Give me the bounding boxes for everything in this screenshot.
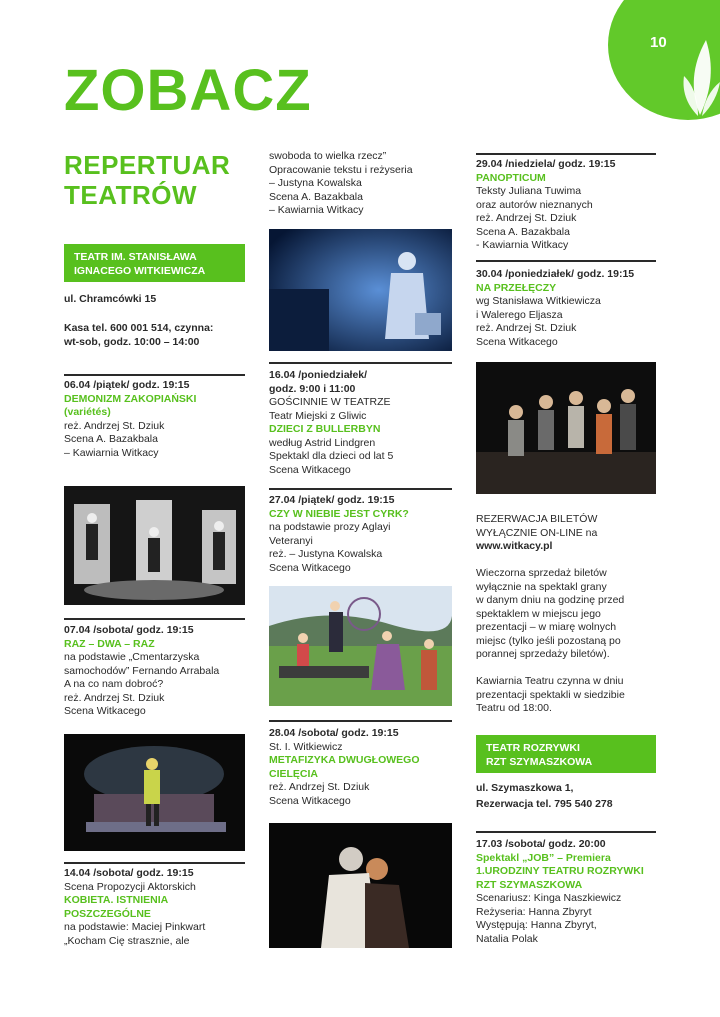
event-detail: Natalia Polak	[476, 932, 538, 945]
event-entry	[476, 838, 644, 946]
divider	[269, 488, 452, 490]
event-detail: Veteranyi	[269, 534, 313, 547]
theatre-name-box	[64, 244, 245, 282]
event-detail: Reżyseria: Hanna Zbyryt	[476, 905, 592, 918]
event-detail: Scena Witkacego	[269, 794, 351, 807]
event-date: 29.04 /niedziela/ godz. 19:15	[476, 158, 616, 170]
event-title: DZIECI Z BULLERBYN	[269, 423, 381, 435]
theatre-name-line: IGNACEGO WITKIEWICZA	[74, 265, 206, 277]
info-text: prezentacji – w miarę wolnych	[476, 621, 617, 633]
event-entry	[476, 268, 634, 349]
event-detail: Scena Witkacego	[269, 463, 351, 476]
phone-text: Kasa tel. 600 001 514, czynna:	[64, 322, 214, 334]
info-text: REZERWACJA BILETÓW	[476, 513, 598, 525]
event-detail: Scena Witkacego	[269, 561, 351, 574]
event-date: 30.04 /poniedziałek/ godz. 19:15	[476, 268, 635, 280]
event-date: 06.04 /piątek/ godz. 19:15	[64, 379, 190, 391]
event-date: 17.03 /sobota/ godz. 20:00	[476, 838, 606, 850]
info-text: Kawiarnia Teatru czynna w dniu	[476, 675, 624, 687]
event-detail: na podstawie prozy Aglayi	[269, 521, 391, 533]
event-detail: Teksty Juliana Tuwima	[476, 185, 582, 197]
spacer	[476, 554, 625, 568]
info-text: wyłącznie na spektakl grany	[476, 580, 607, 593]
event-entry	[269, 727, 419, 808]
info-text: w danym dniu na godzinę przed	[476, 594, 625, 606]
spacer	[476, 662, 625, 676]
event-photo	[269, 229, 452, 351]
section-subtitle	[64, 150, 230, 210]
event-detail: - Kawiarnia Witkacy	[476, 239, 569, 251]
event-detail: GOŚCINNIE W TEATRZE	[269, 396, 391, 408]
theatre-name-box	[476, 735, 656, 773]
info-text: porannej sprzedaży biletów).	[476, 648, 610, 660]
divider	[269, 720, 452, 722]
event-detail: – Kawiarnia Witkacy	[269, 204, 364, 216]
info-text: miejsc (tylko jeśli pozostaną po	[476, 634, 621, 647]
theatre-name-line: RZT SZYMASZKOWA	[486, 756, 593, 768]
event-title: RZT SZYMASZKOWA	[476, 878, 583, 891]
event-photo	[64, 486, 245, 605]
event-title: KOBIETA. ISTNIENIA	[64, 894, 169, 906]
theatre-contact	[476, 782, 613, 811]
event-detail: Scena A. Bazakbala	[64, 433, 158, 445]
event-title: PANOPTICUM	[476, 171, 546, 184]
theatre-phone	[64, 322, 213, 349]
event-title: POSZCZEGÓLNE	[64, 907, 151, 920]
theatre-address	[64, 293, 156, 307]
event-detail: Teatr Miejski z Gliwic	[269, 409, 367, 422]
event-detail: Scena A. Bazakbala	[476, 225, 570, 238]
event-detail: Scena Witkacego	[64, 705, 146, 717]
event-detail: na podstawie: Maciej Pinkwart	[64, 921, 206, 933]
event-photo	[64, 734, 245, 851]
divider	[476, 153, 656, 155]
event-photo	[269, 823, 452, 948]
event-detail: reż. Andrzej St. Dziuk	[64, 691, 165, 704]
event-date: 07.04 /sobota/ godz. 19:15	[64, 624, 194, 636]
page-number: 10	[650, 34, 667, 51]
phone-text: Rezerwacja tel. 795 540 278	[476, 797, 613, 810]
event-entry	[269, 369, 393, 477]
event-detail: Scena Propozycji Aktorskich	[64, 880, 196, 893]
info-text: Wieczorna sprzedaż biletów	[476, 567, 607, 579]
event-title: CZY W NIEBIE JEST CYRK?	[269, 507, 409, 520]
address-text: ul. Szymaszkowa 1,	[476, 782, 574, 794]
event-detail: Scenariusz: Kinga Naszkiewicz	[476, 892, 622, 904]
divider	[64, 862, 245, 864]
theatre-name-line: TEATR IM. STANISŁAWA	[74, 251, 197, 263]
info-text: Teatru od 18:00.	[476, 702, 552, 714]
event-detail: Spektakl dla dzieci od lat 5	[269, 450, 394, 462]
address-text: ul. Chramcówki 15	[64, 293, 157, 305]
event-detail: A na co nam dobroć?	[64, 678, 164, 690]
phone-text: wt-sob, godz. 10:00 – 14:00	[64, 335, 200, 348]
info-text: spektaklem w miejscu jego	[476, 607, 601, 620]
event-detail: – Kawiarnia Witkacy	[64, 446, 159, 459]
divider	[476, 260, 656, 262]
event-date: 16.04 /poniedziałek/	[269, 369, 368, 381]
event-detail: swoboda to wielka rzecz”	[269, 150, 387, 162]
event-detail: Opracowanie tekstu i reżyseria	[269, 163, 413, 176]
event-detail: „Kocham Cię strasznie, ale	[64, 934, 190, 947]
event-date: 28.04 /sobota/ godz. 19:15	[269, 727, 399, 739]
event-photo	[476, 362, 656, 494]
website-link[interactable]: www.witkacy.pl	[476, 540, 553, 552]
event-entry	[64, 867, 205, 948]
reservation-info	[476, 513, 625, 716]
event-detail: i Walerego Eljasza	[476, 308, 563, 321]
divider	[269, 362, 452, 364]
event-detail: St. I. Witkiewicz	[269, 740, 343, 753]
event-title: RAZ – DWA – RAZ	[64, 637, 155, 650]
event-detail: Występują: Hanna Zbyryt,	[476, 919, 597, 931]
divider	[64, 374, 245, 376]
event-detail: reż. – Justyna Kowalska	[269, 548, 383, 560]
event-detail: reż. Andrzej St. Dziuk	[64, 419, 165, 432]
info-text: prezentacji spektakli w siedzibie	[476, 688, 625, 701]
event-date: 14.04 /sobota/ godz. 19:15	[64, 867, 194, 879]
event-detail: – Justyna Kowalska	[269, 177, 362, 189]
event-title: Spektakl „JOB” – Premiera	[476, 851, 611, 864]
leaf-icon	[680, 30, 720, 120]
event-detail: samochodów” Fernando Arrabala	[64, 664, 220, 677]
event-entry	[64, 624, 219, 719]
event-title: NA PRZEŁĘCZY	[476, 281, 557, 294]
event-date: 27.04 /piątek/ godz. 19:15	[269, 494, 395, 506]
event-date: godz. 9:00 i 11:00	[269, 382, 356, 395]
event-title: CIELĘCIA	[269, 767, 319, 780]
event-photo	[269, 586, 452, 706]
event-detail: reż. Andrzej St. Dziuk	[476, 212, 577, 224]
event-title: METAFIZYKA DWUGŁOWEGO	[269, 754, 420, 766]
event-detail: wg Stanisława Witkiewicza	[476, 295, 601, 307]
event-detail: na podstawie „Cmentarzyska	[64, 651, 200, 663]
event-title: DEMONIZM ZAKOPIAŃSKI	[64, 392, 197, 405]
theatre-name-line: TEATR ROZRYWKI	[486, 742, 580, 754]
subtitle-line: REPERTUAR	[64, 150, 231, 180]
subtitle-line: TEATRÓW	[64, 180, 197, 210]
event-entry	[476, 158, 615, 253]
divider	[476, 831, 656, 833]
info-text: WYŁĄCZNIE ON-LINE na	[476, 526, 598, 539]
event-detail: według Astrid Lindgren	[269, 436, 376, 449]
event-detail: oraz autorów nieznanych	[476, 198, 593, 211]
event-title: (variétés)	[64, 406, 111, 418]
event-entry	[269, 494, 409, 575]
event-title: 1.URODZINY TEATRU ROZRYWKI	[476, 865, 644, 877]
page-title: ZOBACZ	[64, 58, 312, 123]
event-detail: Scena Witkacego	[476, 335, 558, 348]
divider	[64, 618, 245, 620]
event-detail: reż. Andrzej St. Dziuk	[269, 781, 370, 793]
event-detail: reż. Andrzej St. Dziuk	[476, 322, 577, 334]
event-continuation	[269, 150, 413, 218]
event-detail: Scena A. Bazakbala	[269, 190, 363, 203]
event-entry	[64, 379, 196, 460]
